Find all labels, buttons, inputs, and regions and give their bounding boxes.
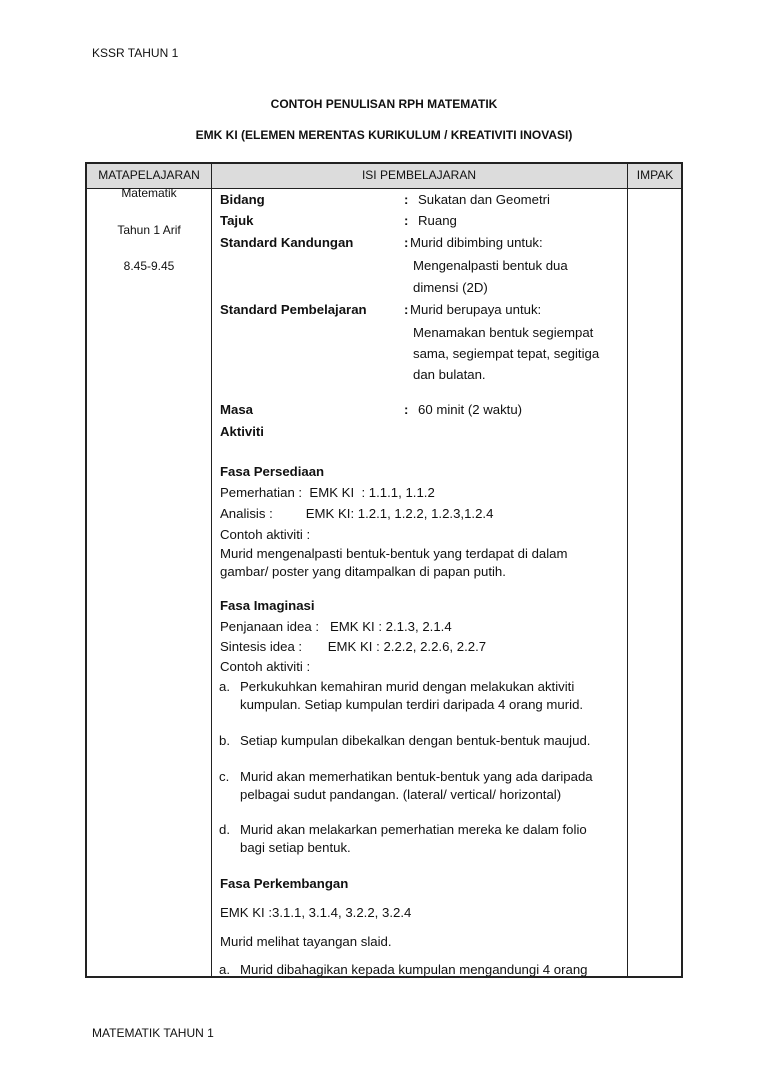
colon: : <box>404 192 409 207</box>
tajuk-value: Ruang <box>418 213 457 228</box>
masa-label: Masa <box>220 402 253 417</box>
standard-kandungan-label: Standard Kandungan <box>220 235 354 250</box>
fasa-persediaan-heading: Fasa Persediaan <box>220 464 325 479</box>
subject-class: Tahun 1 Arif <box>117 223 181 237</box>
list-item: bagi setiap bentuk. <box>240 840 351 855</box>
list-item: kumpulan. Setiap kumpulan terdiri daripada 4 orang murid. <box>240 697 584 712</box>
perkembangan-line: Murid melihat tayangan slaid. <box>220 934 392 949</box>
list-marker: c. <box>219 769 230 784</box>
subject-name: Matematik <box>121 186 177 200</box>
colon: : <box>404 402 409 417</box>
imaginasi-line: Sintesis idea : EMK KI : 2.2.2, 2.2.6, 2.2.7 <box>220 639 487 654</box>
persediaan-line: Analisis : EMK KI: 1.2.1, 1.2.2, 1.2.3,1.2.4 <box>220 506 494 521</box>
subject-time: 8.45-9.45 <box>123 259 175 273</box>
list-marker: d. <box>219 822 230 837</box>
list-item: Setiap kumpulan dibekalkan dengan bentuk-bentuk maujud. <box>240 733 591 748</box>
standard-kandungan-value: dimensi (2D) <box>413 280 488 295</box>
list-item: Murid akan melakarkan pemerhatian mereka ke dalam folio <box>240 822 587 837</box>
bidang-label: Bidang <box>220 192 265 207</box>
header-matapelajaran: MATAPELAJARAN <box>98 168 200 182</box>
colon: : <box>404 213 409 228</box>
header-impak: IMPAK <box>636 168 674 182</box>
persediaan-line: Pemerhatian : EMK KI : 1.1.1, 1.1.2 <box>220 485 435 500</box>
colon: : <box>404 302 409 317</box>
persediaan-line: gambar/ poster yang ditampalkan di papan putih. <box>220 564 506 579</box>
standard-kandungan-value: Mengenalpasti bentuk dua <box>413 258 568 273</box>
list-item: Murid akan memerhatikan bentuk-bentuk yang ada daripada <box>240 769 593 784</box>
aktiviti-label: Aktiviti <box>220 424 264 439</box>
masa-value: 60 minit (2 waktu) <box>418 402 523 417</box>
page-header: KSSR TAHUN 1 <box>92 46 179 60</box>
colon: : <box>404 235 409 250</box>
column-divider <box>211 164 212 976</box>
list-marker: a. <box>219 962 230 977</box>
standard-pembelajaran-value: dan bulatan. <box>413 367 486 382</box>
persediaan-line: Contoh aktiviti : <box>220 527 311 542</box>
fasa-imaginasi-heading: Fasa Imaginasi <box>220 598 315 613</box>
standard-kandungan-value: Murid dibimbing untuk: <box>410 235 543 250</box>
perkembangan-line: EMK KI :3.1.1, 3.1.4, 3.2.2, 3.2.4 <box>220 905 412 920</box>
page-footer: MATEMATIK TAHUN 1 <box>92 1026 214 1040</box>
standard-pembelajaran-label: Standard Pembelajaran <box>220 302 367 317</box>
persediaan-line: Murid mengenalpasti bentuk-bentuk yang terdapat di dalam <box>220 546 568 561</box>
list-item: pelbagai sudut pandangan. (lateral/ vertical/ horizontal) <box>240 787 562 802</box>
imaginasi-line: Penjanaan idea : EMK KI : 2.1.3, 2.1.4 <box>220 619 452 634</box>
list-marker: a. <box>219 679 230 694</box>
standard-pembelajaran-value: Murid berupaya untuk: <box>410 302 542 317</box>
document-subtitle: EMK KI (ELEMEN MERENTAS KURIKULUM / KREATIVITI INOVASI) <box>195 128 573 142</box>
standard-pembelajaran-value: Menamakan bentuk segiempat <box>413 325 594 340</box>
list-marker: b. <box>219 733 230 748</box>
imaginasi-line: Contoh aktiviti : <box>220 659 311 674</box>
list-item: Perkukuhkan kemahiran murid dengan melakukan aktiviti <box>240 679 575 694</box>
document-title: CONTOH PENULISAN RPH MATEMATIK <box>270 97 498 111</box>
fasa-perkembangan-heading: Fasa Perkembangan <box>220 876 349 891</box>
list-item: Murid dibahagikan kepada kumpulan mengandungi 4 orang <box>240 962 588 977</box>
column-divider <box>627 164 628 976</box>
bidang-value: Sukatan dan Geometri <box>418 192 550 207</box>
standard-pembelajaran-value: sama, segiempat tepat, segitiga <box>413 346 600 361</box>
tajuk-label: Tajuk <box>220 213 254 228</box>
header-isi-pembelajaran: ISI PEMBELAJARAN <box>361 168 477 182</box>
